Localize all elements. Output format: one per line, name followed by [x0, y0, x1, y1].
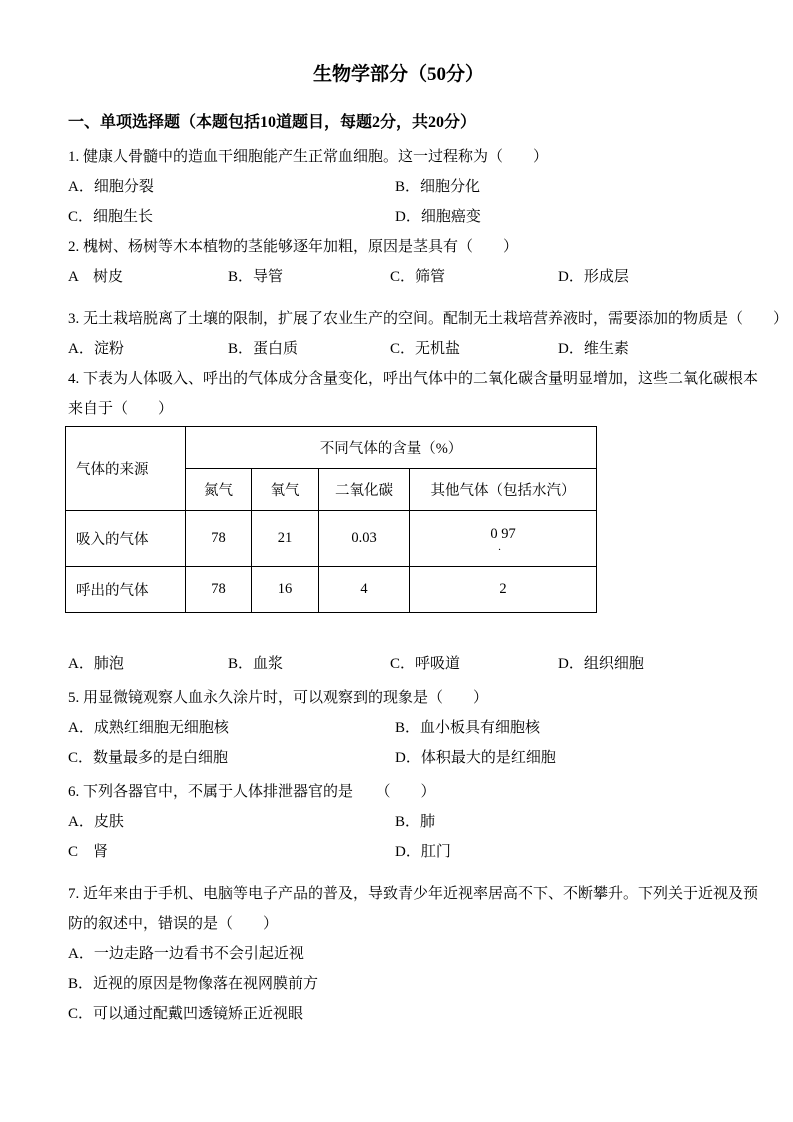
q6-option-a: A．皮肤	[68, 814, 124, 830]
q6-option-d: D．肛门	[395, 844, 451, 860]
question-4-text-line-2: 来自于（ ）	[68, 401, 174, 417]
q1-option-c: C．细胞生长	[68, 209, 154, 225]
question-7	[68, 879, 759, 1029]
question-1-text: 1. 健康人骨髓中的造血干细胞能产生正常血细胞。这一过程称为（ ）	[68, 149, 549, 165]
question-6-options-row-2	[68, 837, 729, 867]
question-1	[68, 142, 729, 232]
table-col-header-other: 其他气体（包括水汽）	[410, 469, 597, 511]
q4-option-c: C．呼吸道	[390, 656, 461, 672]
question-4	[68, 364, 759, 679]
question-7-option-b-row	[68, 969, 729, 999]
q4-option-d: D．组织细胞	[558, 656, 644, 672]
question-2-text: 2. 槐树、杨树等木本植物的茎能够逐年加粗，原因是茎具有（ ）	[68, 239, 519, 255]
table-col-header-co2: 二氧化碳	[319, 469, 410, 511]
table-corner-header: 气体的来源	[66, 427, 186, 511]
q3-option-c: C．无机盐	[390, 341, 461, 357]
inhaled-co2: 0.03	[319, 511, 410, 567]
q5-option-b: B．血小板具有细胞核	[395, 720, 541, 736]
question-6-options-row-1	[68, 807, 729, 837]
question-4-options-row	[68, 649, 729, 679]
q4-option-b: B．血浆	[228, 656, 284, 672]
inhaled-label: 吸入的气体	[66, 511, 186, 567]
table-col-header-oxygen: 氧气	[252, 469, 319, 511]
table-row-exhaled	[66, 567, 597, 613]
question-2-options-row	[68, 262, 729, 292]
table-header-row-1	[66, 427, 597, 469]
q2-option-b: B．导管	[228, 269, 284, 285]
q6-option-c: C 肾	[68, 844, 109, 860]
q4-option-a: A．肺泡	[68, 656, 124, 672]
question-5-options-row-2	[68, 743, 729, 773]
question-4-text-line-1: 4. 下表为人体吸入、呼出的气体成分含量变化，呼出气体中的二氧化碳含量明显增加，这些二氧化碳根本	[68, 371, 759, 387]
question-1-options-row-1	[68, 172, 729, 202]
exhaled-co2: 4	[319, 567, 410, 613]
question-3-options-row	[68, 334, 729, 364]
q5-option-a: A．成熟红细胞无细胞核	[68, 720, 229, 736]
question-7-option-a-row	[68, 939, 729, 969]
exhaled-other: 2	[410, 567, 597, 613]
question-3-text: 3. 无土栽培脱离了土壤的限制，扩展了农业生产的空间。配制无土栽培营养液时，需要添加的物质是（ ）	[68, 311, 789, 327]
page-title: 生物学部分（50分）	[312, 64, 484, 85]
question-6-text: 6. 下列各器官中，不属于人体排泄器官的是 （ ）	[68, 784, 436, 800]
q1-option-a: A．细胞分裂	[68, 179, 154, 195]
inhaled-nitrogen: 78	[186, 511, 252, 567]
table-row-inhaled	[66, 511, 597, 567]
q3-option-b: B．蛋白质	[228, 341, 299, 357]
q7-option-a: A．一边走路一边看书不会引起近视	[68, 946, 304, 962]
question-7-option-c-row	[68, 999, 729, 1029]
q3-option-d: D．维生素	[558, 341, 629, 357]
q7-option-b: B．近视的原因是物像落在视网膜前方	[68, 976, 319, 992]
question-3	[68, 304, 789, 364]
exhaled-label: 呼出的气体	[66, 567, 186, 613]
question-1-options-row-2	[68, 202, 729, 232]
q1-option-b: B．细胞分化	[395, 179, 481, 195]
q3-option-a: A．淀粉	[68, 341, 124, 357]
q2-option-a: A 树皮	[68, 269, 124, 285]
q1-option-d: D．细胞癌变	[395, 209, 481, 225]
q5-option-d: D．体积最大的是红细胞	[395, 750, 556, 766]
question-7-text-line-2: 防的叙述中，错误的是（ ）	[68, 916, 279, 932]
inhaled-other	[410, 511, 597, 567]
q2-option-c: C．筛管	[390, 269, 446, 285]
inhaled-other-value: 0 97	[490, 525, 516, 542]
inhaled-oxygen: 21	[252, 511, 319, 567]
exhaled-nitrogen: 78	[186, 567, 252, 613]
question-5-options-row-1	[68, 713, 729, 743]
inhaled-other-note: ．	[498, 541, 508, 553]
exhaled-oxygen: 16	[252, 567, 319, 613]
question-5	[68, 683, 729, 773]
q5-option-c: C．数量最多的是白细胞	[68, 750, 229, 766]
table-group-header: 不同气体的含量（%）	[186, 427, 597, 469]
q6-option-b: B．肺	[395, 814, 436, 830]
section-header: 一、单项选择题（本题包括10道题目，每题2分，共20分）	[68, 114, 477, 131]
question-7-text-line-1: 7. 近年来由于手机、电脑等电子产品的普及，导致青少年近视率居高不下、不断攀升。下列关于近视及预	[68, 886, 759, 902]
question-2	[68, 232, 729, 292]
q7-option-c: C．可以通过配戴凹透镜矫正近视眼	[68, 1006, 304, 1022]
gas-content-table	[65, 426, 597, 613]
q2-option-d: D．形成层	[558, 269, 629, 285]
question-6	[68, 777, 729, 867]
table-col-header-nitrogen: 氮气	[186, 469, 252, 511]
question-5-text: 5. 用显微镜观察人血永久涂片时，可以观察到的现象是（ ）	[68, 690, 489, 706]
